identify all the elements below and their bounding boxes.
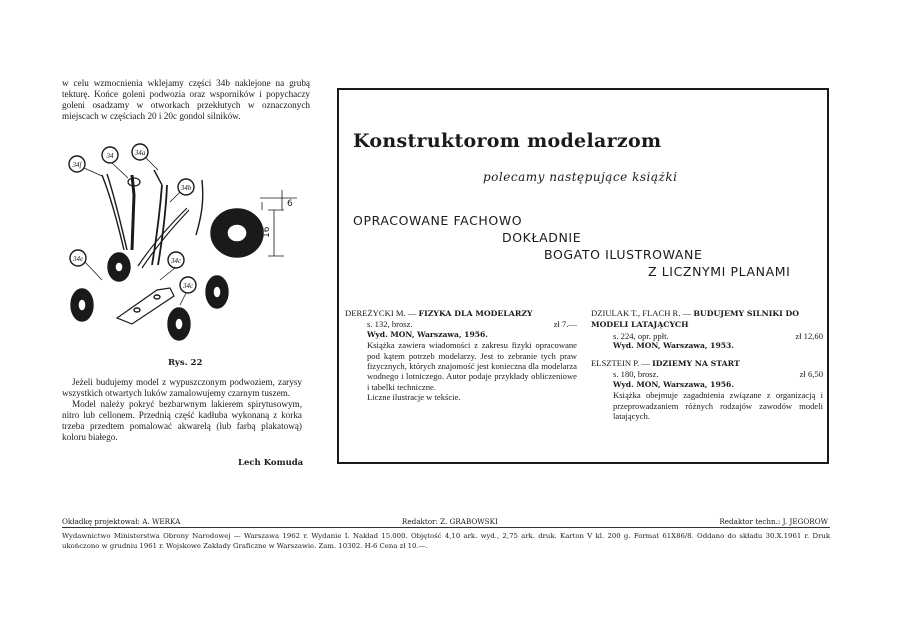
book-title: IDZIEMY NA START xyxy=(652,359,740,368)
book-description: Książka zawiera wiadomości z zakresu fizyki opracowane pod kątem potrzeb modelarzy. Jest to zebranie tych praw fizycznych, których znajomość jest konieczna dla modelarza wodnego i lotniczego. Autor podaje przykłady obliczeniowe i tabelki techniczne. xyxy=(367,340,577,392)
ad-tag-plans: Z LICZNYMI PLANAMI xyxy=(648,264,791,279)
book-title: FIZYKA DLA MODELARZY xyxy=(418,309,533,318)
book-details-row xyxy=(591,331,823,341)
ad-tag-professional: OPRACOWANE FACHOWO xyxy=(353,213,523,228)
ad-tag-illustrated: BOGATO ILUSTROWANE xyxy=(544,247,703,262)
dimension-16: 16 xyxy=(262,226,272,238)
credits-line xyxy=(62,517,828,526)
dimension-6: 6 xyxy=(287,199,293,209)
book-details: s. 180, brosz. xyxy=(613,369,659,380)
figure-caption: Rys. 22 xyxy=(168,358,203,368)
callout-34b: 34b xyxy=(180,184,192,192)
book-author: DEREŻYCKI M. — xyxy=(345,308,417,318)
book-author: DZIULAK T., FLACH R. — xyxy=(591,308,692,318)
footer-divider xyxy=(62,527,830,528)
technical-editor: Redaktor techn.: J. JEGOROW xyxy=(719,517,828,526)
book-heading xyxy=(345,308,577,319)
landing-gear-drawing xyxy=(62,140,312,355)
book-publisher: Wyd. MON, Warszawa, 1956. xyxy=(367,329,488,339)
book-entry-start xyxy=(591,358,823,421)
cover-designer: Okładkę projektował: A. WERKA xyxy=(62,517,181,526)
landing-gear-paragraph: Jeżeli budujemy model z wypuszczonym podwoziem, zarysy wszystkich otwartych luków zamalowujemy czarnym tuszem. xyxy=(62,377,302,398)
book-description: Książka obejmuje zagadnienia związane z organizacją i przeprowadzaniem różnych rodzajów zawodów modeli latających. xyxy=(613,390,823,422)
ad-tag-accurate: DOKŁADNIE xyxy=(502,230,582,245)
callout-34e: 34e xyxy=(72,255,84,263)
book-details: s. 132, brosz. xyxy=(367,319,413,330)
left-column-bottom xyxy=(62,377,302,443)
article-author: Lech Komuda xyxy=(238,458,304,468)
book-price: zł 7.— xyxy=(553,319,577,330)
book-details-row xyxy=(591,369,823,379)
ad-title: Konstruktorom modelarzom xyxy=(353,130,662,152)
finish-paragraph: Model należy pokryć bezbarwnym lakierem spirytusowym, nitro lub cellonem. Przednią część kadłuba wykonaną z korka trzeba przedtem pomalować akwarelą (lub farbą plakatową) koloru białego. xyxy=(62,399,302,442)
book-heading xyxy=(591,308,823,331)
callout-34c-2: 34c xyxy=(182,282,194,290)
assembly-paragraph: w celu wzmocnienia wklejamy części 34b naklejone na grubą tekturę. Końce goleni podwozia oraz wsporników i popychaczy goleni osadzamy w otworkach przekłutych w oznaczonych miejscach w częściach 20 i 20c gondol silników. xyxy=(62,78,310,121)
book-publisher: Wyd. MON, Warszawa, 1956. xyxy=(613,379,734,389)
book-note: Liczne ilustracje w tekście. xyxy=(367,392,461,403)
left-column-top xyxy=(62,78,310,122)
book-title: BUDUJEMY SILNIKI DO MODELI LATAJĄCYCH xyxy=(591,309,800,330)
book-publisher: Wyd. MON, Warszawa, 1953. xyxy=(613,341,734,351)
callout-34c-1: 34c xyxy=(170,257,182,265)
book-details-row xyxy=(345,319,577,329)
book-entry-silniki xyxy=(591,308,823,352)
book-price: zł 12,60 xyxy=(795,330,823,341)
book-advertisement xyxy=(337,88,829,464)
editor: Redaktor: Z. GRABOWSKI xyxy=(401,517,498,526)
book-details: s. 224, opr. ppłt. xyxy=(613,330,669,341)
ad-subtitle: polecamy następujące książki xyxy=(483,170,678,184)
book-author: ELSZTEIN P. — xyxy=(591,358,650,368)
book-price: zł 6,50 xyxy=(799,369,823,380)
publication-imprint: Wydawnictwo Ministerstwa Obrony Narodowej — Warszawa 1962 r. Wydanie I. Nakład 15.000. Objętość 4,10 ark. wyd., 2,75 ark. druk. Karton V kl. 200 g. Format 61X86/8. Oddano do składu 30.X.1961 r. Druk ukończono w grudniu 1961 r. Wojskowe Zakłady Graficzne w Warszawie. Zam. 10302. H-6 Cena zł 10.—. xyxy=(62,532,830,550)
callout-34: 34 xyxy=(106,152,114,160)
callout-34f: 34f xyxy=(72,161,82,169)
callout-34a: 34a xyxy=(134,149,146,157)
book-entry-fizyka xyxy=(345,308,577,403)
figure-22 xyxy=(62,140,312,355)
book-heading xyxy=(591,358,823,369)
